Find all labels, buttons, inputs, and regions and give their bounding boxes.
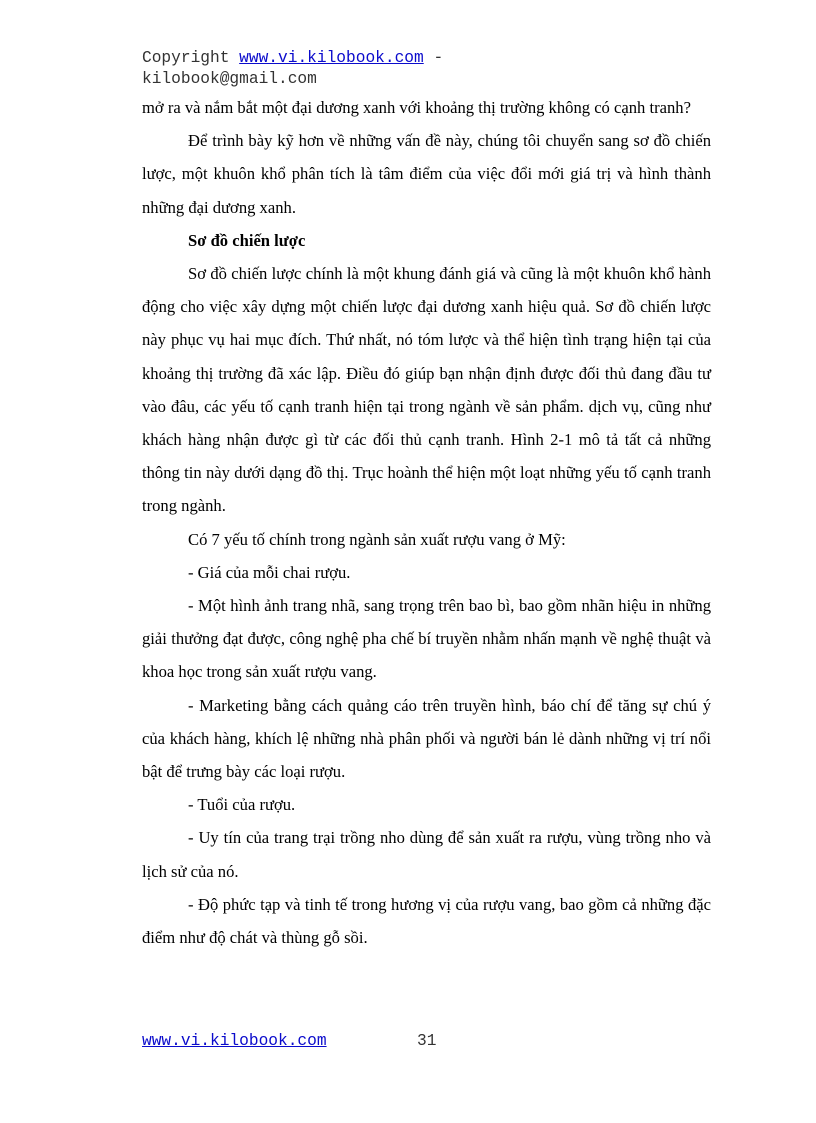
body-text — [142, 91, 711, 954]
paragraph: Có 7 yếu tố chính trong ngành sản xuất rượu vang ở Mỹ: — [188, 529, 566, 549]
paragraph: Để trình bày kỹ hơn về những vấn đề này, chúng tôi chuyển sang sơ đồ chiến lược, một khuôn khổ phân tích là tâm điểm của việc đổi mới giá trị và hình thành những đại dương xanh. — [142, 131, 711, 217]
list-item: - Marketing bằng cách quảng cáo trên truyền hình, báo chí để tăng sự chú ý của khách hàng, khích lệ những nhà phân phối và người bán lẻ dành những vị trí nổi bật để trưng bày các loại rượu. — [142, 695, 711, 782]
list-item: - Uy tín của trang trại trồng nho dùng để sản xuất ra rượu, vùng trồng nho và lịch sử của nó. — [142, 828, 711, 881]
list-item: - Giá của mỗi chai rượu. — [188, 562, 351, 582]
paragraph: Sơ đồ chiến lược chính là một khung đánh giá và cũng là một khuôn khổ hành động cho việc xây dựng một chiến lược đại dương xanh hiệu quả. Sơ đồ chiến lược này phục vụ hai mục đích. Thứ nhất, nó tóm lược và thể hiện tình trạng hiện tại của khoảng thị trường đã xác lập. Điều đó giúp bạn nhận định được đối thủ đang đầu tư vào đâu, các yếu tố cạnh tranh hiện tại trong ngành về sản phẩm. dịch vụ, cũng như khách hàng nhận được gì từ các đối thủ cạnh tranh. Hình 2-1 mô tả tất cả những thông tin này dưới dạng đồ thị. Trục hoành thể hiện một loạt những yếu tố cạnh tranh trong ngành. — [142, 264, 711, 516]
list-item: - Một hình ảnh trang nhã, sang trọng trên bao bì, bao gồm nhãn hiệu in những giải thưởng đạt được, công nghệ pha chế bí truyền nhằm nhấn mạnh về nghệ thuật và khoa học trong sản xuất rượu vang. — [142, 596, 711, 682]
header-site-link[interactable]: www.vi.kilobook.com — [239, 49, 424, 67]
paragraph: mở ra và nắm bắt một đại dương xanh với khoảng thị trường không có cạnh tranh? — [142, 98, 691, 117]
page-footer — [142, 1031, 702, 1052]
header-email: kilobook@gmail.com — [142, 70, 317, 88]
page-number: 31 — [417, 1032, 437, 1050]
list-item: - Tuổi của rượu. — [188, 795, 296, 815]
list-item: - Độ phức tạp và tinh tế trong hương vị của rượu vang, bao gồm cả những đặc điểm như độ chát và thùng gỗ sồi. — [142, 894, 711, 948]
copyright-label: Copyright — [142, 49, 240, 67]
header-separator: - — [423, 49, 444, 67]
footer-site-link[interactable]: www.vi.kilobook.com — [142, 1032, 327, 1050]
page-header — [142, 48, 702, 90]
section-heading: Sơ đồ chiến lược — [188, 230, 306, 250]
